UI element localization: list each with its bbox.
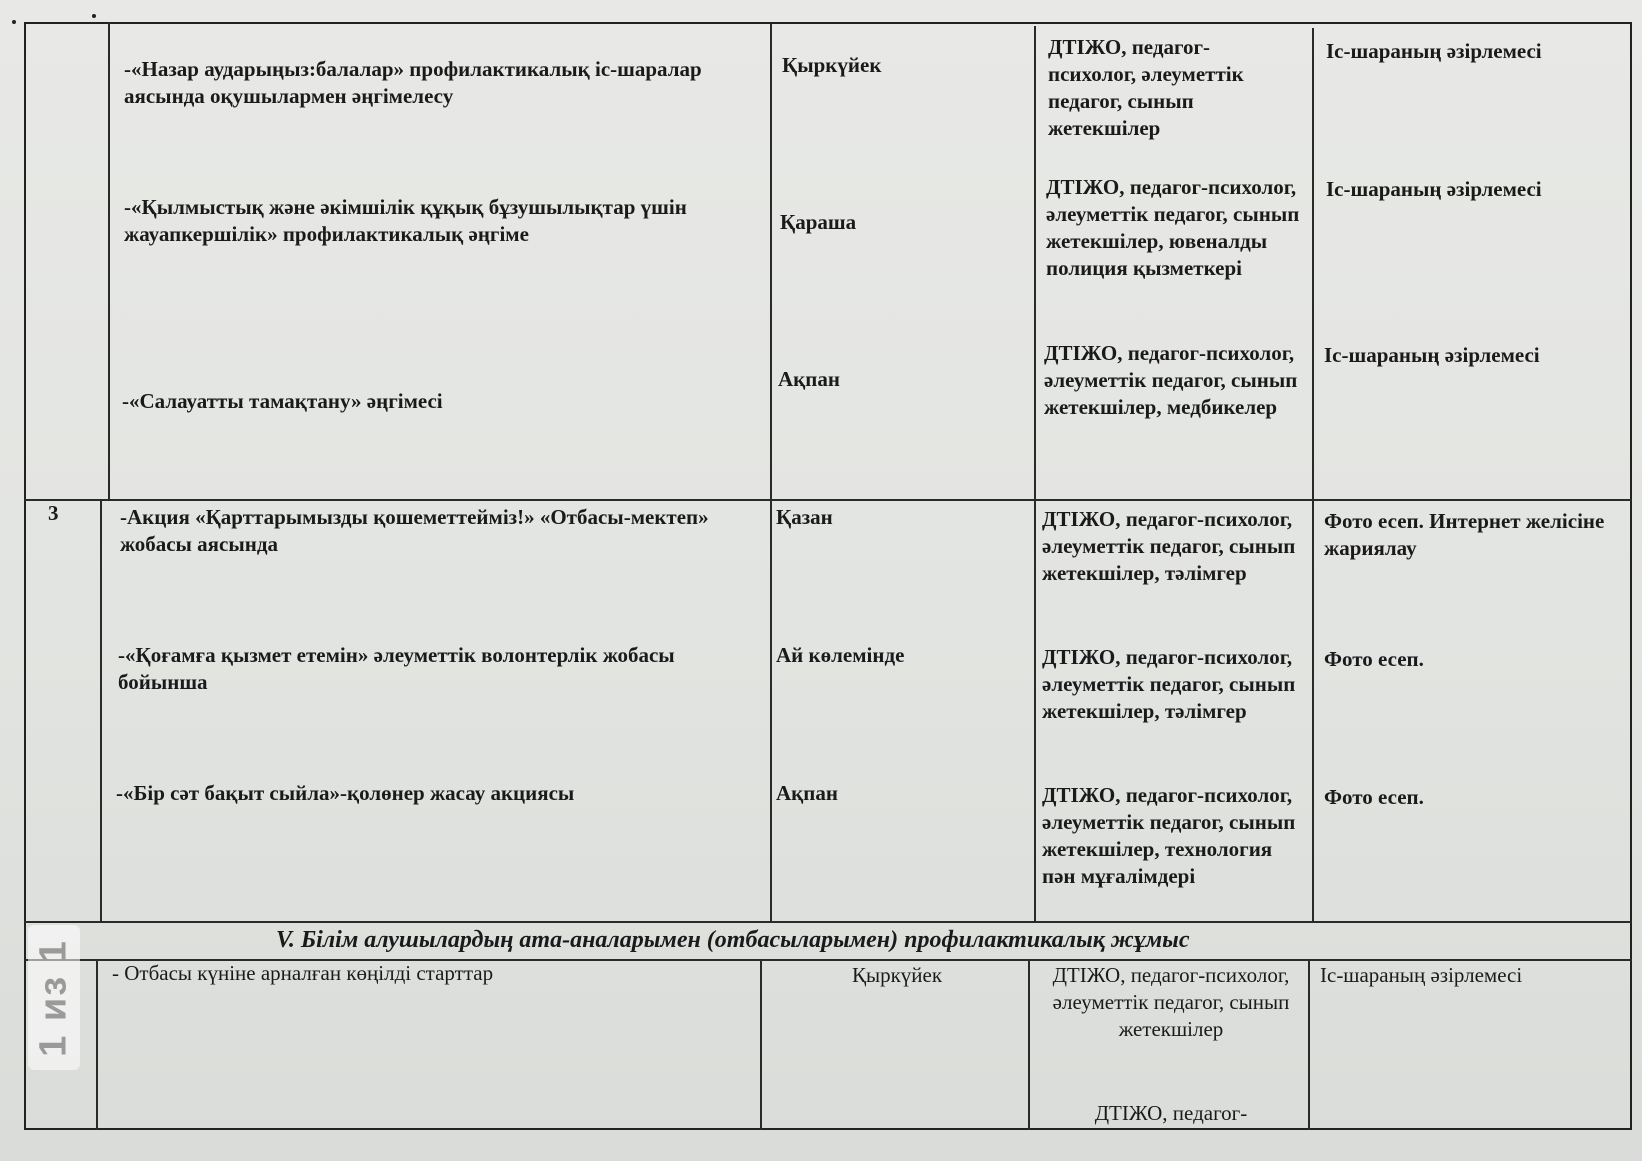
result-cell: Фото есеп. — [1324, 647, 1424, 671]
responsible-cell: ДТІЖО, педагог-психолог, әлеуметтік педагог, сынып жетекшілер, технология пән мұғалімдері — [1042, 783, 1296, 888]
result-cell: Іс-шараның әзірлемесі — [1326, 177, 1542, 201]
col-divider-1b — [100, 500, 102, 921]
responsible-cell-continued: ДТІЖО, педагог- — [1094, 1101, 1248, 1125]
time-cell: Қараша — [780, 210, 857, 234]
event-cell: -«Бір сәт бақыт сыйла»-қолөнер жасау акциясы — [116, 781, 575, 805]
col-divider-1 — [108, 22, 110, 500]
page-counter-text: 1 из 1 — [32, 938, 75, 1057]
time-cell: Ай көлемінде — [776, 643, 905, 667]
time-cell: Ақпан — [778, 367, 840, 391]
scan-speck — [12, 20, 16, 24]
row-divider-1 — [24, 499, 1632, 501]
event-cell: -«Қоғамға қызмет етемін» әлеуметтік волонтерлік жобасы бойынша — [118, 643, 675, 694]
section-title: V. Білім алушылардың ата-аналарымен (отбасыларымен) профилактикалық жұмыс — [276, 927, 1190, 953]
col-divider-1c — [96, 960, 98, 1130]
responsible-cell: ДТІЖО, педагог-психолог, әлеуметтік педагог, сынып жетекшілер, ювеналды полиция қызметкері — [1046, 175, 1300, 280]
result-cell: Іс-шараның әзірлемесі — [1326, 39, 1542, 63]
result-cell: Фото есеп. — [1324, 785, 1424, 809]
time-cell: Қыркүйек — [851, 963, 943, 987]
page-counter-badge — [28, 925, 80, 1070]
event-cell: -«Қылмыстық және әкімшілік құқық бұзушылықтар үшін жауапкершілік» профилактикалық әңгіме — [124, 195, 687, 246]
responsible-cell: ДТІЖО, педагог-психолог, әлеуметтік педагог, сынып жетекшілер, тәлімгер — [1042, 645, 1296, 723]
responsible-cell: ДТІЖО, педагог-психолог, әлеуметтік педагог, сынып жетекшілер, тәлімгер — [1042, 507, 1296, 585]
col-divider-4b — [1308, 960, 1310, 1130]
result-cell: Фото есеп. Интернет желісіне жариялау — [1324, 509, 1605, 560]
responsible-cell: ДТІЖО, педагог-психолог, әлеуметтік педагог, сынып жетекшілер — [1048, 35, 1244, 140]
scan-speck — [92, 14, 96, 18]
result-cell: Іс-шараның әзірлемесі — [1324, 343, 1540, 367]
result-cell: Іс-шараның әзірлемесі — [1320, 963, 1523, 987]
responsible-cell: ДТІЖО, педагог-психолог, әлеуметтік педагог, сынып жетекшілер — [1052, 963, 1290, 1041]
time-cell: Қазан — [776, 505, 833, 529]
event-cell: -Акция «Қарттарымызды қошеметтейміз!» «Отбасы-мектеп» жобасы аясында — [120, 505, 709, 556]
col-divider-3b — [1028, 960, 1030, 1130]
time-cell: Ақпан — [776, 781, 838, 805]
event-cell: -«Салауатты тамақтану» әңгімесі — [122, 389, 443, 413]
col-divider-3 — [1034, 26, 1036, 921]
col-divider-2 — [770, 24, 772, 921]
row-divider-2 — [24, 921, 1632, 923]
event-cell: - Отбасы күніне арналған көңілді старттар — [112, 961, 494, 985]
event-cell: -«Назар аударыңыз:балалар» профилактикалық іс-шаралар аясында оқушылармен әңгімелесу — [124, 57, 702, 108]
responsible-cell: ДТІЖО, педагог-психолог, әлеуметтік педагог, сынып жетекшілер, медбикелер — [1044, 341, 1298, 419]
row-number-cell: 3 — [48, 501, 59, 525]
col-divider-2b — [760, 960, 762, 1130]
time-cell: Қыркүйек — [782, 53, 882, 77]
col-divider-4 — [1312, 28, 1314, 921]
